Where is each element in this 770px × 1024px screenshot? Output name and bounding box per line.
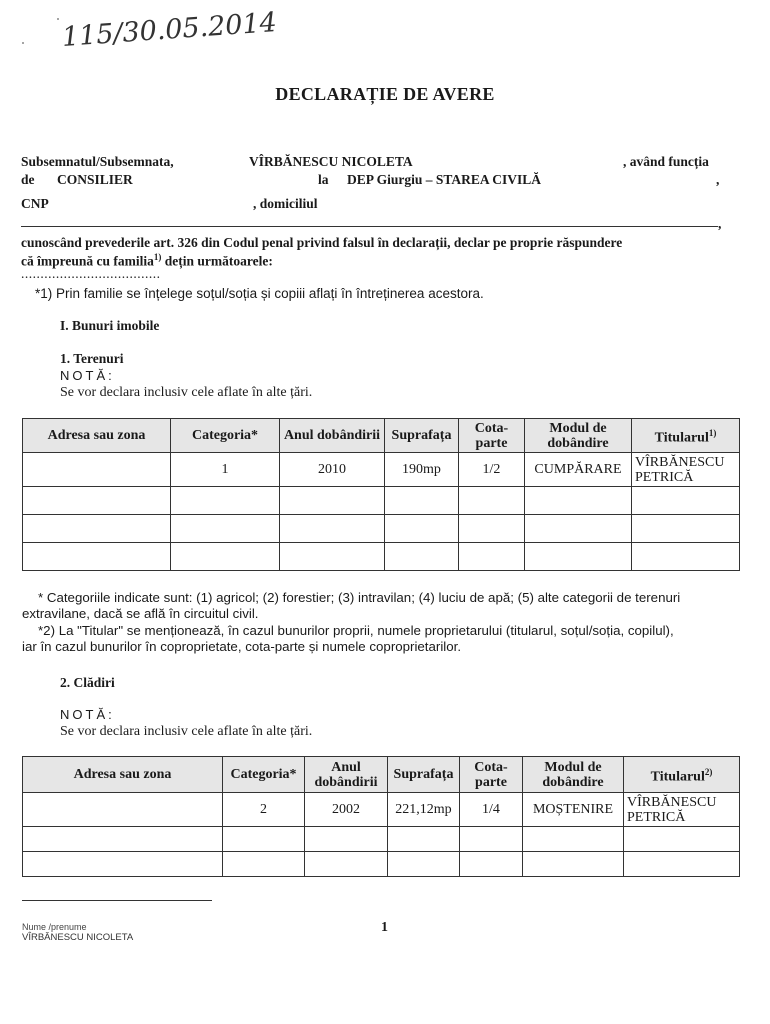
cell-anul: 2010	[280, 453, 385, 487]
cell-cota: 1/2	[459, 453, 525, 487]
cell-modul: CUMPĂRARE	[525, 453, 632, 487]
footer-nume-value: VÎRBĂNESCU NICOLETA	[22, 932, 134, 943]
cell-adresa	[23, 453, 171, 487]
page-number: 1	[381, 920, 388, 935]
declarant-name: VÎRBĂNESCU NICOLETA	[249, 154, 413, 169]
institution-value: DEP Giurgiu – STAREA CIVILĂ	[347, 172, 542, 187]
table-header-row	[23, 757, 740, 793]
table-row	[23, 453, 740, 487]
cell-anul: 2002	[305, 793, 388, 827]
cell-adresa	[23, 793, 223, 827]
section-bunuri-imobile: I. Bunuri imobile	[60, 318, 160, 333]
avand-functia-label: , având funcția	[623, 154, 709, 169]
header-categoria: Categoria*	[223, 757, 305, 793]
nota-label: NOTĂ:	[60, 368, 115, 383]
declaration-line-1: cunoscând prevederile art. 326 din Codul penal privind falsul în declarații, declar pe proprie răspundere	[21, 235, 623, 250]
dotted-line: ....................................	[21, 266, 161, 281]
header-titular: Titularul$^{1)}$	[632, 419, 740, 453]
domiciliul-label: , domiciliul	[253, 196, 318, 211]
domiciliu-underline	[21, 226, 718, 227]
header-cota: Cota-parte	[459, 419, 525, 453]
footer-rule	[22, 900, 212, 901]
header-suprafata: Suprafața	[385, 419, 459, 453]
header-categoria: Categoria*	[171, 419, 280, 453]
table-header-row	[23, 419, 740, 453]
table-row-empty	[23, 543, 740, 571]
nota-text: Se vor declara inclusiv cele aflate în alte țări.	[60, 385, 313, 400]
header-adresa: Adresa sau zona	[23, 419, 171, 453]
de-label: de	[21, 172, 35, 187]
header-adresa: Adresa sau zona	[23, 757, 223, 793]
subsemnatul-label: Subsemnatul/Subsemnata,	[21, 154, 174, 169]
declaration-line-2: că împreună cu familia$^{1)}$ dețin următoarele:	[21, 252, 273, 269]
table-row-empty	[23, 487, 740, 515]
cell-titular: VÎRBĂNESCU PETRICĂ	[624, 793, 740, 827]
cell-titular: VÎRBĂNESCU PETRICĂ	[632, 453, 740, 487]
header-anul: Anul dobândirii	[280, 419, 385, 453]
cell-suprafata: 221,12mp	[388, 793, 460, 827]
scan-speck	[22, 42, 24, 44]
titular-note-line-2: iar în cazul bunurilor în coproprietate, cota-parte și numele coproprietarilor.	[22, 639, 462, 654]
cell-suprafata: 190mp	[385, 453, 459, 487]
categories-note-line-2: extravilane, dacă se află în circuitul civil.	[22, 606, 259, 621]
cell-cota: 1/4	[460, 793, 523, 827]
registration-number: 115/30.05.2014	[60, 7, 278, 53]
table-row-empty	[23, 827, 740, 852]
subsection-cladiri: 2. Clădiri	[60, 675, 115, 690]
table-row-empty	[23, 852, 740, 877]
footnote-family: *1) Prin familie se înțelege soțul/soția și copiii aflați în întreținerea acestora.	[35, 286, 484, 301]
page-title: DECLARAȚIE DE AVERE	[275, 84, 495, 104]
header-cota: Cota-parte	[460, 757, 523, 793]
cnp-label: CNP	[21, 196, 49, 211]
nota-text-2: Se vor declara inclusiv cele aflate în alte țări.	[60, 724, 313, 739]
header-anul: Anul dobândirii	[305, 757, 388, 793]
nota-label-2: NOTĂ:	[60, 707, 115, 722]
cell-modul: MOȘTENIRE	[523, 793, 624, 827]
subsection-terenuri: 1. Terenuri	[60, 351, 124, 366]
titular-note-line-1: *2) La "Titular" se menționează, în cazul bunurilor proprii, numele proprietarului (titularul, soțul/soția, copilul),	[38, 623, 674, 638]
footer-nume-label: Nume /prenume	[22, 922, 87, 932]
cladiri-table	[22, 756, 740, 877]
comma-mark-2: ,	[718, 216, 722, 231]
la-label: la	[318, 172, 329, 187]
scan-speck	[57, 18, 59, 20]
table-row	[23, 793, 740, 827]
categories-note-line-1: * Categoriile indicate sunt: (1) agricol; (2) forestier; (3) intravilan; (4) luciu de apă; (5) alte categorii de terenuri	[38, 590, 681, 605]
terenuri-table	[22, 418, 740, 571]
header-modul: Modul de dobândire	[525, 419, 632, 453]
comma-mark: ,	[716, 172, 720, 187]
function-value: CONSILIER	[57, 172, 133, 187]
header-modul: Modul de dobândire	[523, 757, 624, 793]
header-suprafata: Suprafața	[388, 757, 460, 793]
header-titular: Titularul$^{2)}$	[624, 757, 740, 793]
cell-categoria: 1	[171, 453, 280, 487]
cell-categoria: 2	[223, 793, 305, 827]
table-row-empty	[23, 515, 740, 543]
